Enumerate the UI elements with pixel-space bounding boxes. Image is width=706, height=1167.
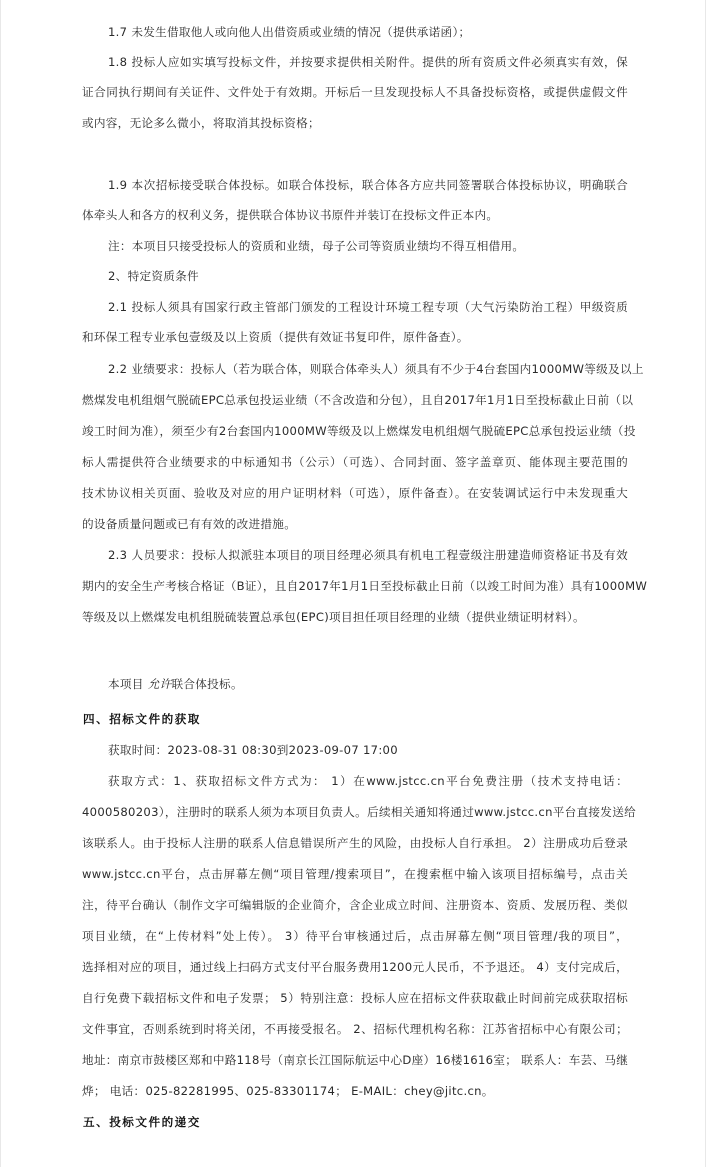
clause-2-1-line: 和环保工程专业承包壹级及以上资质（提供有效证书复印件，原件备查）。	[82, 330, 469, 344]
acquisition-method-line: www.jstcc.cn平台，点击屏幕左侧“项目管理/搜索项目”，在搜索框中输入该项目招标编号，点击关	[82, 867, 628, 881]
clause-2-2-line: 标人需提供符合业绩要求的中标通知书（公示）（可选）、合同封面、签字盖章页、能体现主要范围的	[82, 455, 628, 469]
acquisition-method-line: 烨； 电话：025-82281995、025-83301174； E-MAIL：chey@jitc.cn。	[82, 1084, 494, 1098]
consortium-prefix: 本项目	[108, 677, 144, 691]
acquisition-time: 获取时间：2023-08-31 08:30到2023-09-07 17:00	[108, 743, 398, 757]
consortium-suffix: 联合体投标。	[171, 677, 243, 691]
acquisition-method-line: 项目业绩，在“上传材料”处上传）。 3）待平台审核通过后，点击屏幕左侧“项目管理/我的项目”，	[82, 929, 628, 943]
clause-2-3-line: 2.3 人员要求：投标人拟派驻本项目的项目经理必须具有机电工程壹级注册建造师资格证书及有效	[108, 548, 628, 562]
clause-1-9-line: 体牵头人和各方的权利义务，提供联合体协议书原件并装订在投标文件正本内。	[82, 208, 499, 222]
clause-1-8-line: 1.8 投标人应如实填写投标文件，并按要求提供相关附件。提供的所有资质文件必须真实有效，保	[108, 55, 628, 69]
clause-2-2-line: 技术协议相关页面、验收及对应的用户证明材料（可选），原件备查）。在安装调试运行中未发现重大	[82, 486, 628, 500]
clause-1-7: 1.7 未发生借取他人或向他人出借资质或业绩的情况（提供承诺函）；	[108, 25, 471, 39]
clause-2-3-line: 期内的安全生产考核合格证（B证），且自2017年1月1日至投标截止日前（以竣工时间为准）具有1000MW	[82, 579, 648, 593]
clause-2-2-line: 竣工时间为准），须至少有2台套国内1000MW等级及以上燃煤发电机组烟气脱硫EPC总承包投运业绩（投	[82, 424, 636, 438]
clause-2-3-line: 等级及以上燃煤发电机组脱硫装置总承包(EPC)项目担任项目经理的业绩（提供业绩证明材料）。	[82, 610, 585, 624]
acquisition-method-line: 自行免费下载招标文件和电子发票； 5）特别注意：投标人应在招标文件获取截止时间前完成获取招标	[82, 991, 628, 1005]
clause-1-8-line: 证合同执行期间有关证件、文件处于有效期。开标后一旦发现投标人不具备投标资格，或提供虚假文件	[82, 85, 628, 99]
acquisition-method-line: 文件事宜，否则系统到时将关闭，不再接受报名。 2、招标代理机构名称：江苏省招标中心有限公司；	[82, 1022, 628, 1036]
clause-1-8-line: 或内容，无论多么微小，将取消其投标资格；	[82, 116, 320, 130]
consortium-statement	[108, 676, 243, 692]
clause-2-1-line: 2.1 投标人须具有国家行政主管部门颁发的工程设计环境工程专项（大气污染防治工程）甲级资质	[108, 300, 628, 314]
clause-2-2-line: 燃煤发电机组烟气脱硫EPC总承包投运业绩（不含改造和分包），且自2017年1月1日至投标截止日前（以	[82, 393, 634, 407]
clause-2-2-line: 的设备质量问题或已有有效的改进措施。	[82, 517, 297, 531]
section-5-title: 五、投标文件的递交	[83, 1115, 201, 1129]
clause-2-2-line: 2.2 业绩要求：投标人（若为联合体，则联合体牵头人）须具有不少于4台套国内1000MW等级及以上	[108, 362, 644, 376]
note-text: 注：本项目只接受投标人的资质和业绩，母子公司等资质业绩均不得互相借用。	[108, 239, 525, 253]
section-4-title: 四、招标文件的获取	[83, 712, 201, 726]
acquisition-method-line: 4000580203），注册时的联系人须为本项目负责人。后续相关通知将通过www.jstcc.cn平台直接发送给	[82, 805, 636, 819]
consortium-emphasis: 允许	[147, 677, 172, 691]
acquisition-method-line: 该联系人。由于投标人注册的联系人信息错误所产生的风险，由投标人自行承担。 2）注册成功后登录	[82, 836, 628, 850]
acquisition-method-line: 获取方式：1、获取招标文件方式为： 1）在www.jstcc.cn平台免费注册（技术支持电话：	[108, 774, 628, 788]
acquisition-method-line: 地址：南京市鼓楼区郑和中路118号（南京长江国际航运中心D座）16楼1616室； 联系人：车芸、马继	[82, 1053, 629, 1067]
section-2-title: 2、特定资质条件	[108, 269, 199, 283]
clause-1-9-line: 1.9 本次招标接受联合体投标。如联合体投标，联合体各方应共同签署联合体投标协议，明确联合	[108, 178, 628, 192]
acquisition-method-line: 注，待平台确认（制作文字可编辑版的企业简介，含企业成立时间、注册资本、资质、发展历程、类似	[82, 898, 628, 912]
acquisition-method-line: 选择相对应的项目，通过线上扫码方式支付平台服务费用1200元人民币，不予退还。 4）支付完成后，	[82, 960, 628, 974]
